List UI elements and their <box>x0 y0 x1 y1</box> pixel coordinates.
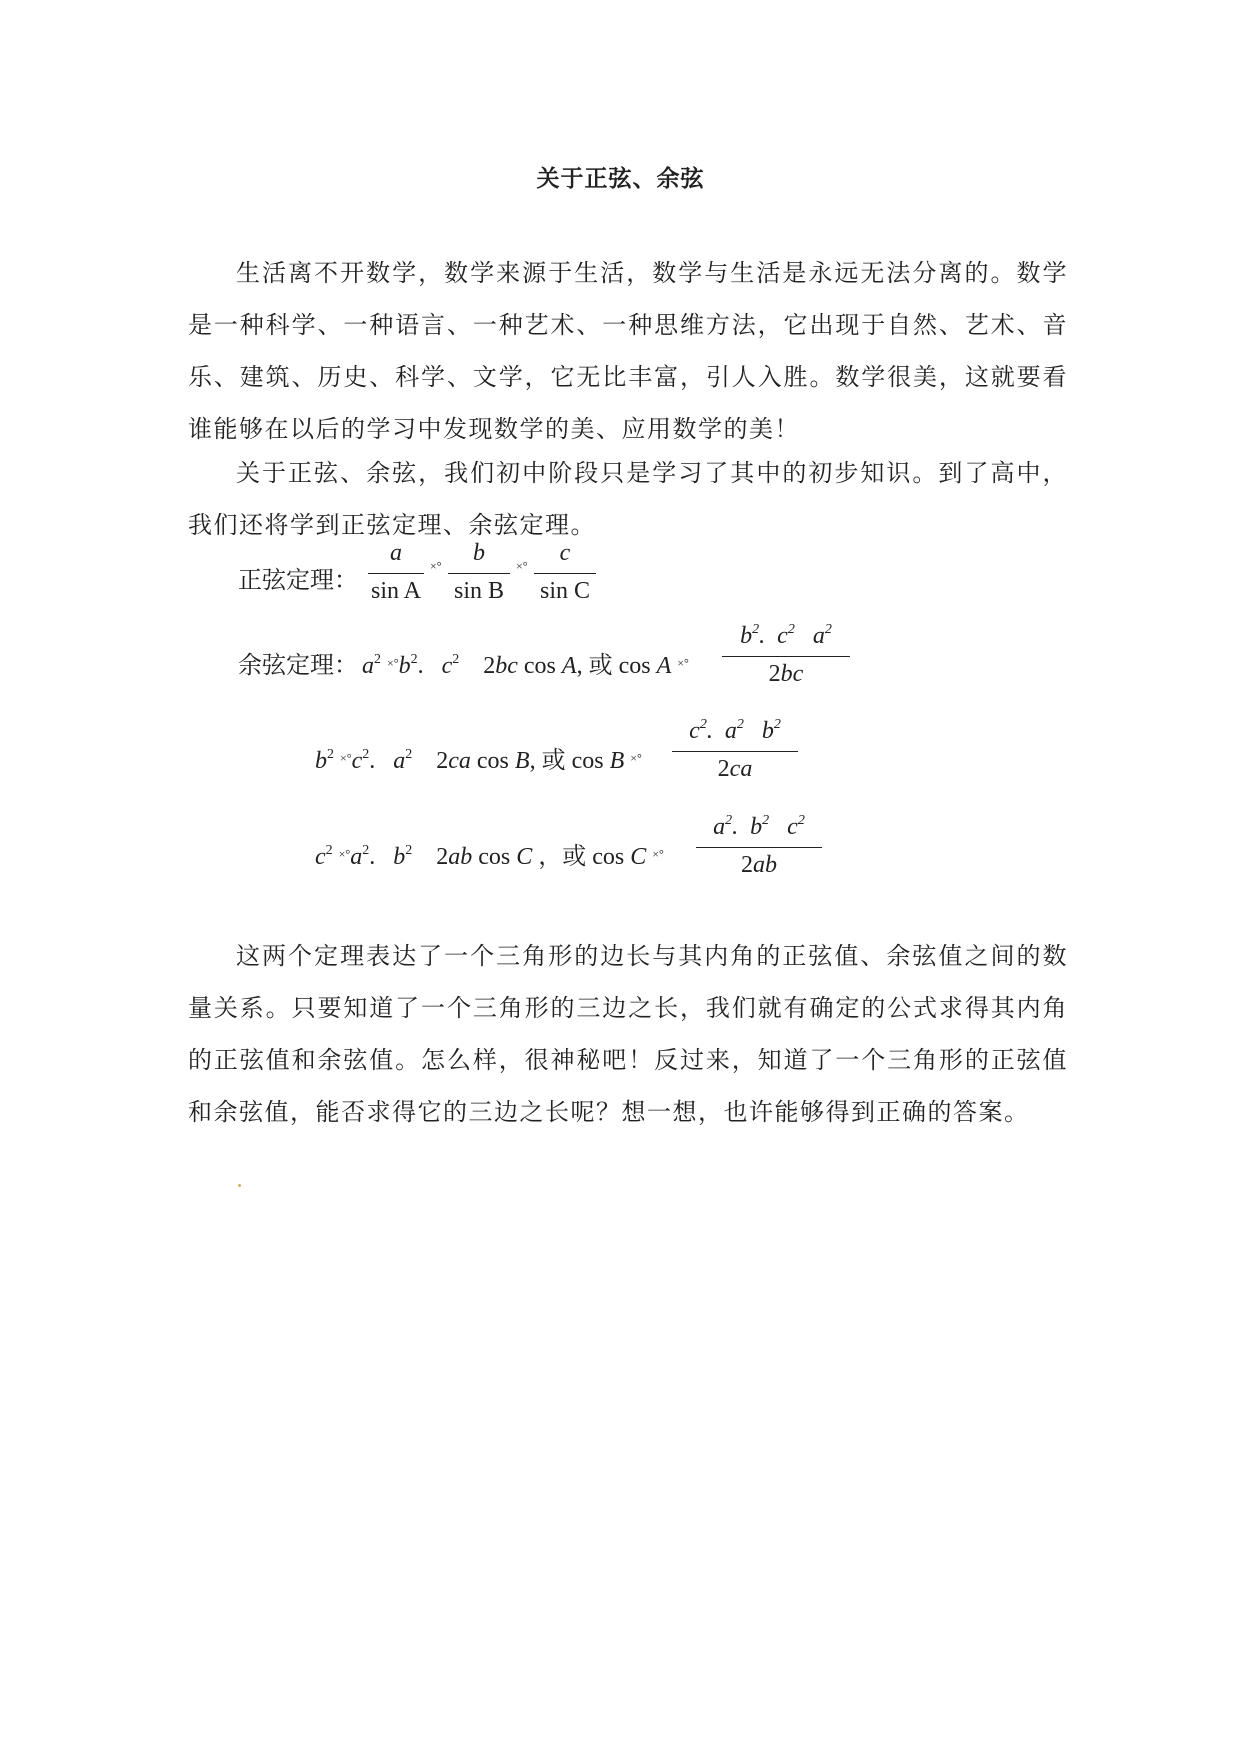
cosine-law-c-expression: $c^2$ $^{\times^\circ}a^2$. $b^2$ 2ab cos C ，或 cos C ×° <box>315 843 664 870</box>
cosine-law-label: 余弦定理： <box>238 651 358 679</box>
stray-mark <box>238 1184 241 1187</box>
sine-fraction-a: $\frac{a}{\text{sin A}}$ <box>368 540 424 605</box>
equals-mark: ×° <box>430 559 442 573</box>
cosine-law-b-expression: $b^2$ $^{\times^\circ}c^2$. $a^2$ 2ca cos B, 或 cos B ×° <box>315 747 642 774</box>
cosine-fraction-a: $\frac{b^2. c^2 a^2}{2bc}$ <box>722 622 850 688</box>
sine-fraction-c: $\frac{c}{\text{sin C}}$ <box>534 540 596 605</box>
document-title: 关于正弦、余弦 <box>536 166 705 192</box>
theorem-intro-paragraph: 关于正弦、余弦，我们初中阶段只是学习了其中的初步知识。到了高中，我们还将学到正弦定理、余弦定理。 <box>188 459 1068 539</box>
sine-fraction-b: $\frac{b}{\text{sin B}}$ <box>448 540 510 605</box>
cosine-fraction-b: $\frac{c^2. a^2 b^2}{2ca}$ <box>672 717 798 783</box>
equals-mark: ×° <box>516 559 528 573</box>
conclusion-paragraph: 这两个定理表达了一个三角形的边长与其内角的正弦值、余弦值之间的数量关系。只要知道了一个三角形的三边之长，我们就有确定的公式求得其内角的正弦值和余弦值。怎么样，很神秘吧！反过来，知道了一个三角形的正弦值和余弦值，能否求得它的三边之长呢？想一想，也许能够得到正确的答案。 <box>188 942 1068 1126</box>
sine-law-label: 正弦定理： <box>238 566 358 594</box>
cosine-fraction-c: $\frac{a^2. b^2 c^2}{2ab}$ <box>696 813 822 879</box>
cosine-law-a-expression: $a^2$ $^{\times^\circ}b^2$. $c^2$ 2bc cos A, 或 cos A ×° <box>362 652 689 679</box>
intro-paragraph: 生活离不开数学，数学来源于生活，数学与生活是永远无法分离的。数学是一种科学、一种语言、一种艺术、一种思维方法，它出现于自然、艺术、音乐、建筑、历史、科学、文学，它无比丰富，引人入胜。数学很美，这就要看谁能够在以后的学习中发现数学的美、应用数学的美！ <box>188 259 1068 443</box>
